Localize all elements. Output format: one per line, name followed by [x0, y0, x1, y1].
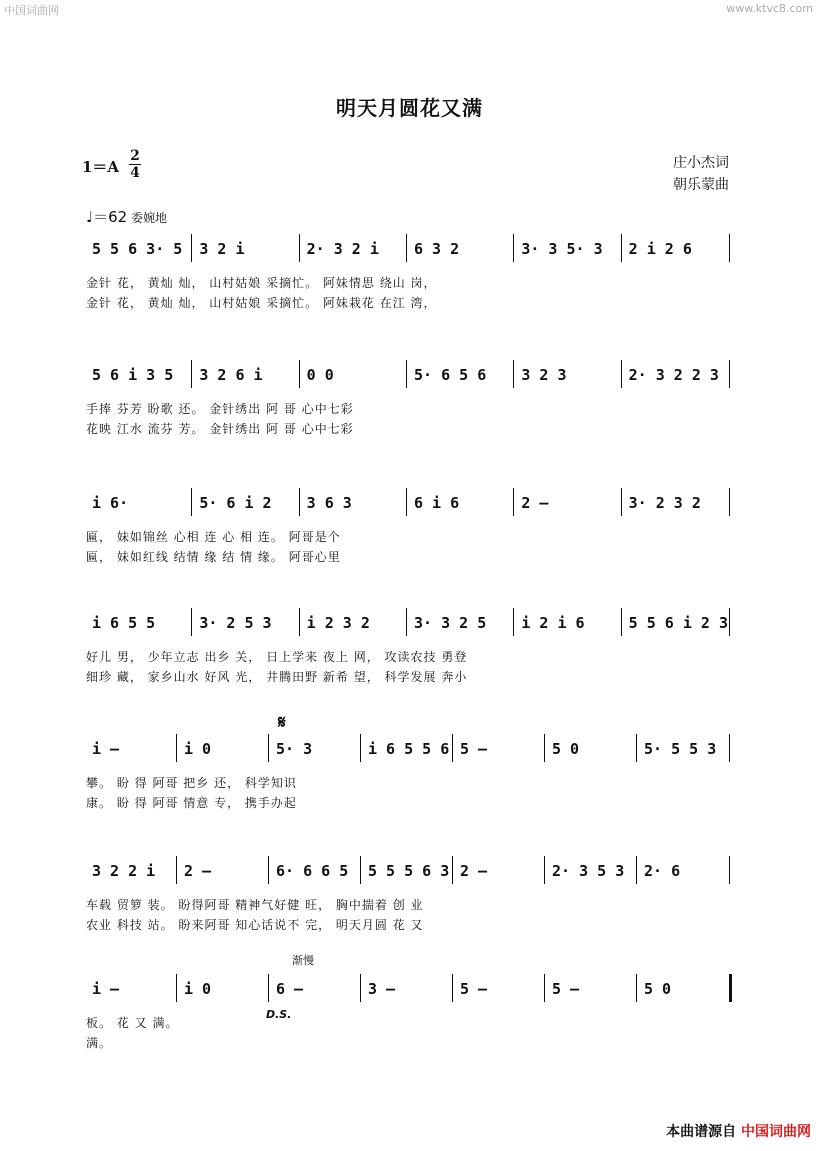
lyric-verse-2: 满。: [86, 1036, 113, 1050]
measure: 3 6 3: [306, 494, 352, 512]
bar-line: [729, 488, 730, 516]
lyricist: 庄小杰词: [673, 155, 729, 171]
tempo-marking: [86, 206, 167, 227]
lyric-verse-2: 康。 盼 得 阿哥 情意 专， 携手办起: [86, 796, 297, 810]
measure: 5 5 6 i 2 3: [628, 614, 728, 632]
footer-brand: 中国词曲网: [741, 1124, 811, 1140]
score-row: [86, 854, 730, 966]
bar-line: [636, 974, 637, 1002]
bar-line: [729, 856, 730, 884]
lyric-verse-2: 农业 科技 站。 盼来阿哥 知心话说不 完， 明天月圆 花 又: [86, 918, 424, 932]
measure: i 0: [184, 980, 212, 998]
measure: 3· 3 2 5: [414, 614, 487, 632]
time-sig-bottom: 4: [130, 165, 140, 181]
measure: 2 i 2 6: [628, 240, 692, 258]
notation-line: [86, 606, 730, 646]
measure: 3 2 6 i: [199, 366, 263, 384]
bar-line: [544, 974, 545, 1002]
bar-line: [544, 734, 545, 762]
bar-line: [299, 608, 300, 636]
bar-line: [299, 488, 300, 516]
segno-icon: 𝄋: [278, 712, 286, 733]
bar-line: [268, 856, 269, 884]
bar-line: [360, 856, 361, 884]
score-row: [86, 486, 730, 598]
measure: 2 –: [521, 494, 549, 512]
lyric-verse-2: 金针 花， 黄灿 灿， 山村姑娘 采摘忙。 阿妹栽花 在江 湾，: [86, 296, 437, 310]
measure: 2· 3 5 3: [552, 862, 625, 880]
measure: 2 –: [460, 862, 488, 880]
measure: 3 2 3: [521, 366, 567, 384]
time-signature: [128, 148, 142, 181]
final-bar-line: [729, 974, 732, 1002]
bar-line: [406, 608, 407, 636]
footer-prefix: 本曲谱源自: [666, 1124, 737, 1140]
lyric-verse-1: 板。 花 又 满。: [86, 1016, 179, 1030]
bar-line: [176, 734, 177, 762]
score-row: [86, 732, 730, 844]
notation-line: [86, 232, 730, 272]
measure: 3· 2 5 3: [199, 614, 272, 632]
bar-line: [406, 360, 407, 388]
score-row: [86, 606, 730, 718]
bar-line: [268, 734, 269, 762]
lyric-verse-1: 攀。 盼 得 阿哥 把乡 还， 科学知识: [86, 776, 297, 790]
lyric-verse-2: 匾， 妹如红线 结情 缘 结 情 缘。 阿哥心里: [86, 550, 341, 564]
notation-line: [86, 732, 730, 772]
lyric-verse-1: 手捧 芬芳 盼歌 还。 金针绣出 阿 哥 心中七彩: [86, 402, 354, 416]
lyric-verse-2: 花映 江水 流芬 芳。 金针绣出 阿 哥 心中七彩: [86, 422, 354, 436]
bar-line: [513, 488, 514, 516]
tempo-style: 委婉地: [131, 211, 168, 225]
bar-line: [621, 360, 622, 388]
bar-line: [360, 974, 361, 1002]
bar-line: [621, 608, 622, 636]
measure: 5 –: [460, 980, 488, 998]
measure: 5 –: [552, 980, 580, 998]
score-row: [86, 972, 730, 1084]
bar-line: [360, 734, 361, 762]
measure: 6 3 2: [414, 240, 460, 258]
measure: 5 5 6 3· 5: [92, 240, 183, 258]
measure: 5 0: [644, 980, 672, 998]
tempo-mark: ♩＝62: [86, 208, 128, 226]
site-watermark-right: www.ktvc8.com: [726, 2, 813, 15]
bar-line: [729, 734, 730, 762]
measure: 3· 3 5· 3: [521, 240, 603, 258]
bar-line: [452, 734, 453, 762]
bar-line: [729, 608, 730, 636]
bar-line: [299, 234, 300, 262]
notation-line: [86, 486, 730, 526]
bar-line: [268, 974, 269, 1002]
score-row: [86, 358, 730, 470]
lyric-verse-1: 匾， 妹如锦丝 心相 连 心 相 连。 阿哥是个: [86, 530, 341, 544]
measure: i 6·: [92, 494, 129, 512]
measure: 5· 3: [276, 740, 313, 758]
bar-line: [191, 234, 192, 262]
measure: 5· 6 5 6: [414, 366, 487, 384]
key-signature: 1＝A: [82, 158, 120, 176]
composer: 朝乐蒙曲: [673, 177, 729, 193]
footer-source: [666, 1121, 811, 1141]
bar-line: [299, 360, 300, 388]
measure: i 6 5 5: [92, 614, 156, 632]
bar-line: [513, 608, 514, 636]
measure: i 0: [184, 740, 212, 758]
bar-line: [513, 360, 514, 388]
measure: 5 0: [552, 740, 580, 758]
measure: 3 2 2 i: [92, 862, 156, 880]
dal-segno-mark: D.S.: [266, 1008, 292, 1021]
bar-line: [191, 488, 192, 516]
bar-line: [729, 234, 730, 262]
bar-line: [191, 608, 192, 636]
measure: 3· 2 3 2: [628, 494, 701, 512]
bar-line: [513, 234, 514, 262]
measure: 2· 6: [644, 862, 681, 880]
lyric-verse-1: 好儿 男， 少年立志 出乡 关， 日上学来 夜上 网， 攻读农技 勇登: [86, 650, 468, 664]
bar-line: [406, 234, 407, 262]
bar-line: [452, 856, 453, 884]
bar-line: [621, 488, 622, 516]
measure: 3 –: [368, 980, 396, 998]
measure: 3 2 i: [199, 240, 245, 258]
lyric-verse-2: 细珍 藏， 家乡山水 好风 光， 井腾田野 新希 望， 科学发展 奔小: [86, 670, 468, 684]
bar-line: [544, 856, 545, 884]
measure: 6 –: [276, 980, 304, 998]
score-row: [86, 232, 730, 344]
bar-line: [406, 488, 407, 516]
lyric-verse-1: 车载 贸箩 装。 盼得阿哥 精神气好健 旺， 胸中揣着 创 业: [86, 898, 424, 912]
bar-line: [191, 360, 192, 388]
measure: 6· 6 6 5: [276, 862, 349, 880]
measure: 5· 6 i 2: [199, 494, 272, 512]
bar-line: [176, 856, 177, 884]
notation-line: [86, 854, 730, 894]
measure: 5 5 5 6 3: [368, 862, 450, 880]
measure: i –: [92, 740, 120, 758]
bar-line: [452, 974, 453, 1002]
notation-line: [86, 972, 730, 1012]
bar-line: [729, 360, 730, 388]
song-title: 明天月圆花又满: [336, 96, 483, 120]
time-sig-top: 2: [130, 148, 140, 164]
measure: 2 –: [184, 862, 212, 880]
bar-line: [176, 974, 177, 1002]
measure: i 2 i 6: [521, 614, 585, 632]
measure: 0 0: [306, 366, 334, 384]
ritardando-mark: 渐慢: [292, 954, 314, 967]
measure: i 6 5 5 6: [368, 740, 450, 758]
site-watermark-left: 中国词曲网: [4, 4, 59, 17]
lyric-verse-1: 金针 花， 黄灿 灿， 山村姑娘 采摘忙。 阿妹情思 绕山 岗，: [86, 276, 437, 290]
bar-line: [621, 234, 622, 262]
measure: 6 i 6: [414, 494, 460, 512]
bar-line: [636, 856, 637, 884]
bar-line: [636, 734, 637, 762]
measure: 5 –: [460, 740, 488, 758]
measure: 5· 5 5 3: [644, 740, 717, 758]
measure: i 2 3 2: [306, 614, 370, 632]
measure: 2· 3 2 2 3: [628, 366, 719, 384]
measure: 2· 3 2 i: [306, 240, 379, 258]
measure: 5 6 i 3 5: [92, 366, 174, 384]
measure: i –: [92, 980, 120, 998]
notation-line: [86, 358, 730, 398]
